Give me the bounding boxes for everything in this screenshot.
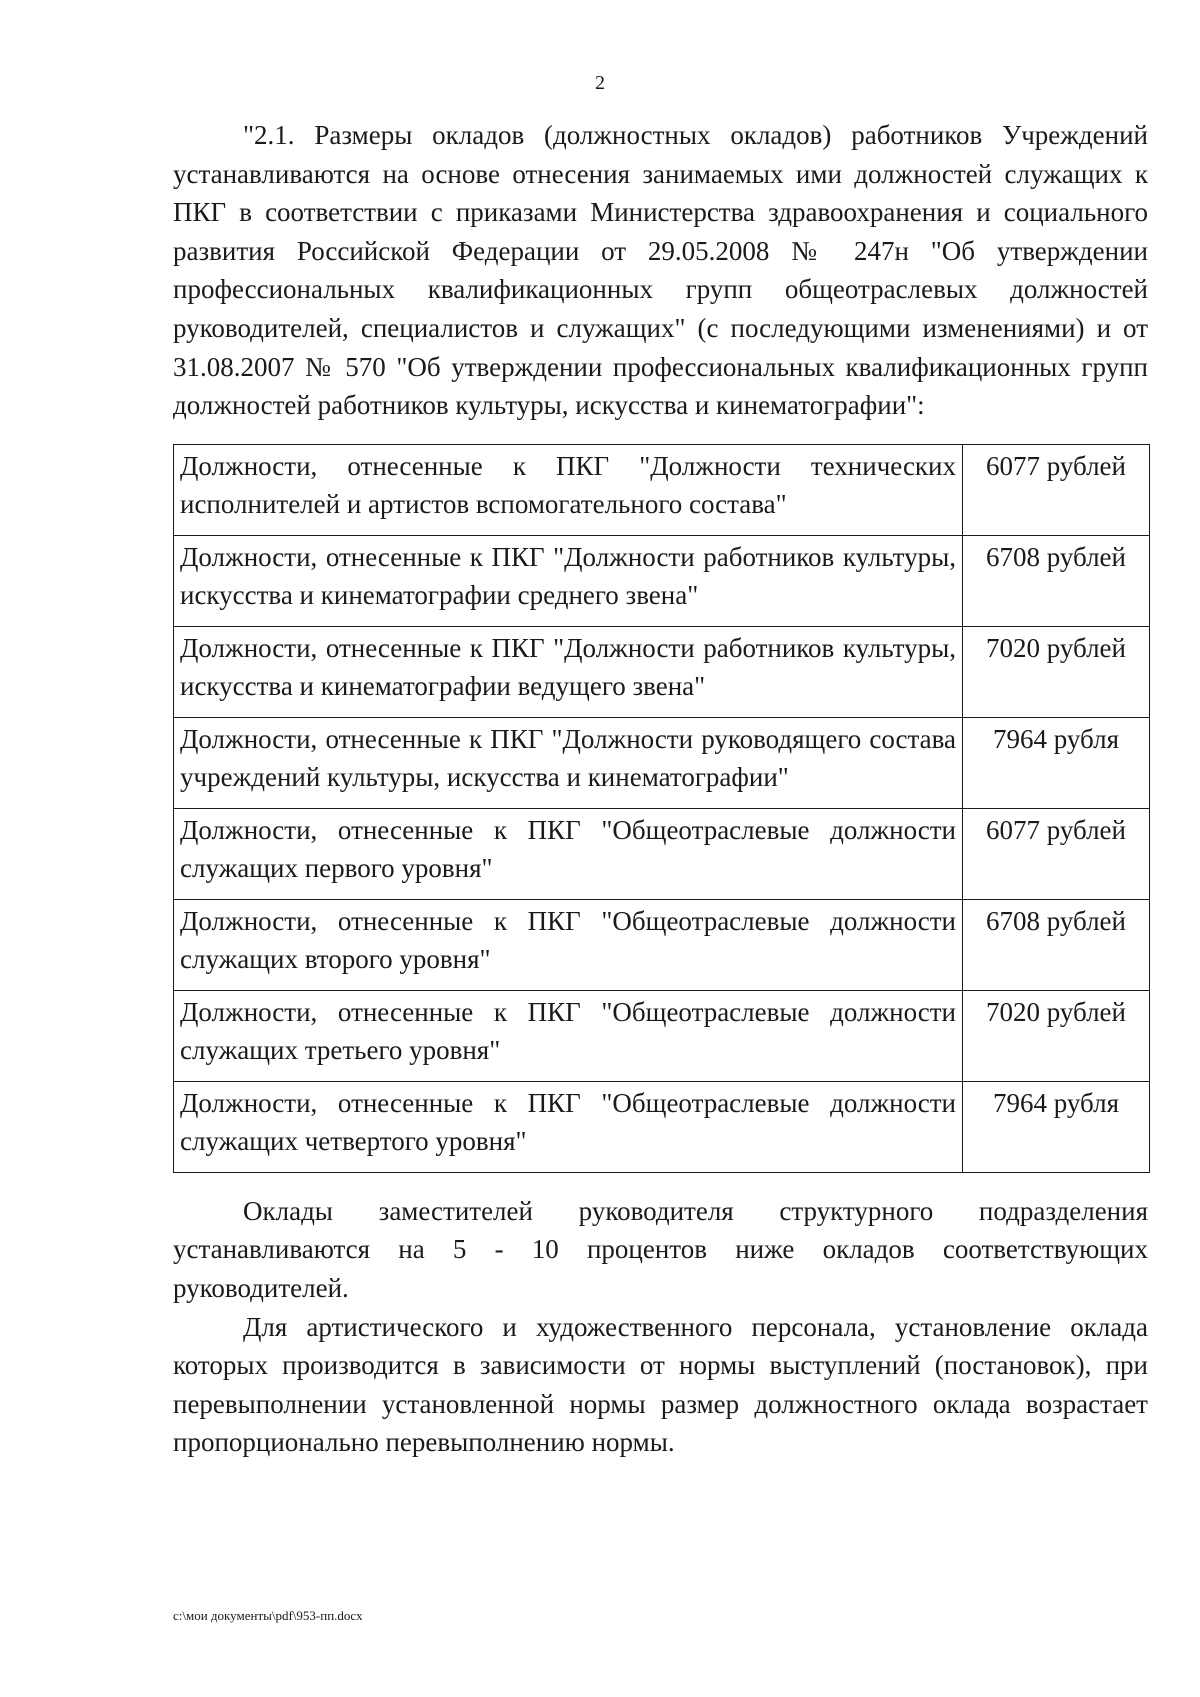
- amount-cell: 6077 рублей: [963, 444, 1150, 535]
- page-number: 2: [595, 72, 605, 94]
- salary-table: [173, 444, 1150, 1173]
- table-row: [174, 899, 1150, 990]
- position-cell: Должности, отнесенные к ПКГ "Общеотраслевые должности служащих второго уровня": [174, 899, 963, 990]
- position-cell: Должности, отнесенные к ПКГ "Общеотраслевые должности служащих третьего уровня": [174, 990, 963, 1081]
- artistic-staff-paragraph: Для артистического и художественного персонала, установление оклада которых производится в зависимости от нормы выступлений (постановок), при перевыполнении установленной нормы размер должностного оклада возрастает пропорционально перевыполнению нормы.: [173, 1311, 1148, 1458]
- amount-cell: 7020 рублей: [963, 626, 1150, 717]
- file-path-footer: c:\мои документы\pdf\953-пп.docx: [173, 1608, 363, 1623]
- amount-cell: 7964 рубля: [963, 1081, 1150, 1172]
- position-cell: Должности, отнесенные к ПКГ "Должности работников культуры, искусства и кинематографии ведущего звена": [174, 626, 963, 717]
- amount-cell: 7964 рубля: [963, 717, 1150, 808]
- position-cell: Должности, отнесенные к ПКГ "Должности работников культуры, искусства и кинематографии среднего звена": [174, 535, 963, 626]
- position-cell: Должности, отнесенные к ПКГ "Общеотраслевые должности служащих первого уровня": [174, 808, 963, 899]
- intro-paragraph: "2.1. Размеры окладов (должностных окладов) работников Учреждений устанавливаются на основе отнесения занимаемых ими должностей служащих к ПКГ в соответствии с приказами Министерства здравоохранения и социального развития Российской Федерации от 29.05.2008 № 247н "Об утверждении профессиональных квалификационных групп общеотраслевых должностей руководителей, специалистов и служащих" (с последующими изменениями) и от 31.08.2007 № 570 "Об утверждении профессиональных квалификационных групп должностей работников культуры, искусства и кинематографии":: [173, 120, 1148, 421]
- position-cell: Должности, отнесенные к ПКГ "Должности технических исполнителей и артистов вспомогательного состава": [174, 444, 963, 535]
- amount-cell: 7020 рублей: [963, 990, 1150, 1081]
- deputies-paragraph: Оклады заместителей руководителя структурного подразделения устанавливаются на 5 - 10 процентов ниже окладов соответствующих руководителей.: [173, 1195, 1148, 1303]
- position-cell: Должности, отнесенные к ПКГ "Общеотраслевые должности служащих четвертого уровня": [174, 1081, 963, 1172]
- table-row: [174, 626, 1150, 717]
- table-row: [174, 808, 1150, 899]
- amount-cell: 6708 рублей: [963, 899, 1150, 990]
- table-row: [174, 990, 1150, 1081]
- position-cell: Должности, отнесенные к ПКГ "Должности руководящего состава учреждений культуры, искусства и кинематографии": [174, 717, 963, 808]
- document-body: [173, 116, 1148, 1462]
- amount-cell: 6077 рублей: [963, 808, 1150, 899]
- table-row: [174, 535, 1150, 626]
- table-row: [174, 1081, 1150, 1172]
- amount-cell: 6708 рублей: [963, 535, 1150, 626]
- table-row: [174, 717, 1150, 808]
- table-row: [174, 444, 1150, 535]
